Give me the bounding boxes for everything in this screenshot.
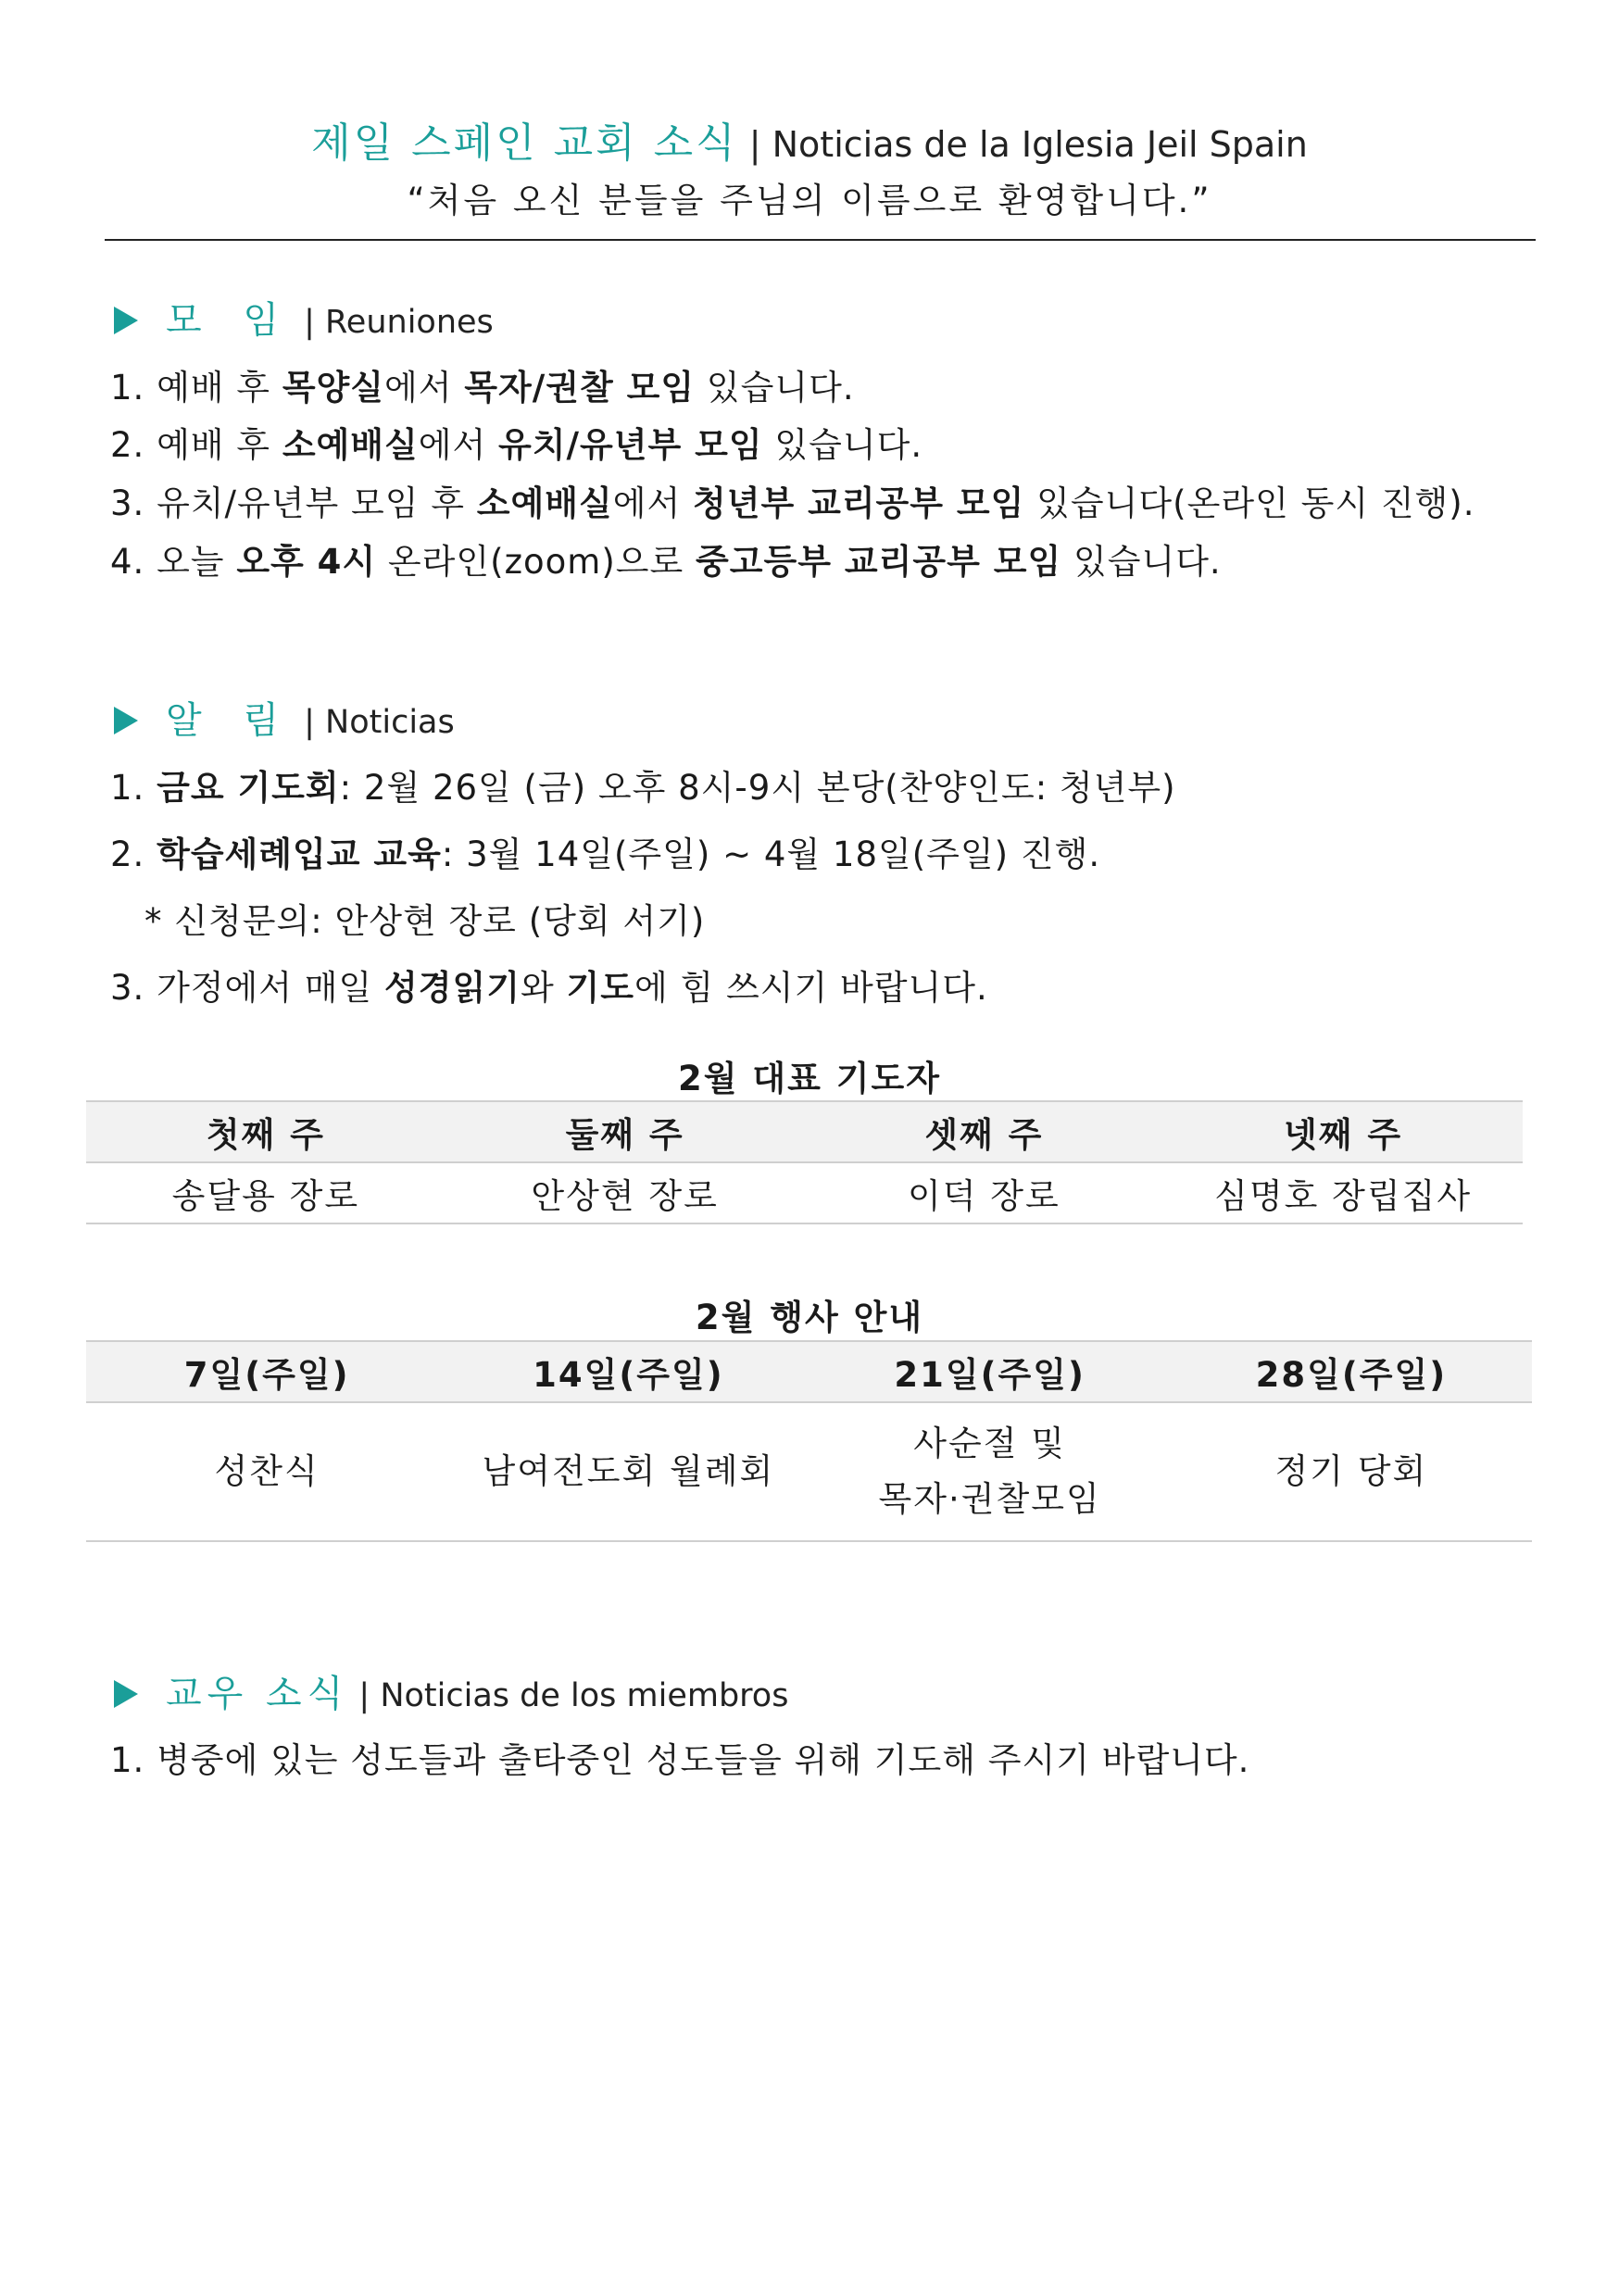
table-header-row <box>86 1101 1523 1162</box>
table-cell: 성찬식 <box>86 1402 447 1541</box>
section-title-spanish: | Noticias de los miembros <box>348 1677 789 1714</box>
section-heading-miembros <box>114 1664 788 1717</box>
table-cell: 이덕 장로 <box>805 1162 1164 1223</box>
table-header-cell: 21일(주일) <box>810 1341 1171 1402</box>
section-heading-reuniones <box>114 291 494 344</box>
table-cell: 안상현 장로 <box>446 1162 805 1223</box>
table-header-cell: 28일(주일) <box>1171 1341 1532 1402</box>
table-header-row <box>86 1341 1532 1402</box>
inquiry-note: * 신청문의: 안상현 장로 (당회 서기) <box>144 901 706 941</box>
prayer-table-caption: 2월 대표 기도자 <box>678 1059 941 1098</box>
table-row <box>86 1402 1532 1541</box>
section-title-korean: 알 림 <box>166 699 294 742</box>
table-cell: 남여전도회 월례회 <box>447 1402 809 1541</box>
table-cell: 심명호 장립집사 <box>1163 1162 1523 1223</box>
list-item: 2. 학습세례입교 교육: 3월 14일(주일) ~ 4월 18일(주일) 진행. <box>110 834 1101 874</box>
section-title-spanish: | Reuniones <box>294 304 494 341</box>
table-header-cell: 둘째 주 <box>446 1101 805 1162</box>
list-item: 3. 가정에서 매일 성경읽기와 기도에 힘 쓰시기 바랍니다. <box>110 968 988 1008</box>
list-item: 3. 유치/유년부 모임 후 소예배실에서 청년부 교리공부 모임 있습니다(온라인 동시 진행). <box>110 483 1475 523</box>
cell-line: 사순절 및 <box>913 1424 1066 1463</box>
table-cell: 송달용 장로 <box>86 1162 446 1223</box>
section-title-korean: 모 임 <box>166 299 294 342</box>
bulletin-title <box>0 109 1619 169</box>
events-table <box>86 1340 1532 1542</box>
list-item: 1. 예배 후 목양실에서 목자/권찰 모임 있습니다. <box>110 368 855 408</box>
table-cell <box>810 1402 1171 1541</box>
section-heading-noticias <box>114 691 455 744</box>
title-korean: 제일 스페인 교회 소식 <box>311 119 738 167</box>
title-spanish: | Noticias de la Iglesia Jeil Spain <box>737 124 1308 165</box>
triangle-bullet-icon <box>114 1680 138 1708</box>
header-divider <box>105 239 1536 241</box>
table-header-cell: 14일(주일) <box>447 1341 809 1402</box>
prayer-leaders-table <box>86 1100 1523 1224</box>
table-header-cell: 첫째 주 <box>86 1101 446 1162</box>
table-cell: 정기 당회 <box>1171 1402 1532 1541</box>
list-item: 4. 오늘 오후 4시 온라인(zoom)으로 중고등부 교리공부 모임 있습니다. <box>110 542 1222 582</box>
events-table-caption: 2월 행사 안내 <box>695 1298 924 1337</box>
triangle-bullet-icon <box>114 307 138 334</box>
section-title-spanish: | Noticias <box>294 704 455 741</box>
cell-line: 목자·권찰모임 <box>878 1479 1101 1519</box>
table-header-cell: 넷째 주 <box>1163 1101 1523 1162</box>
table-row <box>86 1162 1523 1223</box>
triangle-bullet-icon <box>114 707 138 734</box>
table-header-cell: 7일(주일) <box>86 1341 447 1402</box>
list-item: 1. 금요 기도회: 2월 26일 (금) 오후 8시-9시 본당(찬양인도: 청년부) <box>110 768 1176 808</box>
table-header-cell: 셋째 주 <box>805 1101 1164 1162</box>
welcome-subtitle: “처음 오신 분들을 주님의 이름으로 환영합니다.” <box>407 181 1212 220</box>
list-item: 1. 병중에 있는 성도들과 출타중인 성도들을 위해 기도해 주시기 바랍니다. <box>110 1740 1250 1780</box>
list-item: 2. 예배 후 소예배실에서 유치/유년부 모임 있습니다. <box>110 425 923 465</box>
section-title-korean: 교우 소식 <box>166 1673 349 1715</box>
